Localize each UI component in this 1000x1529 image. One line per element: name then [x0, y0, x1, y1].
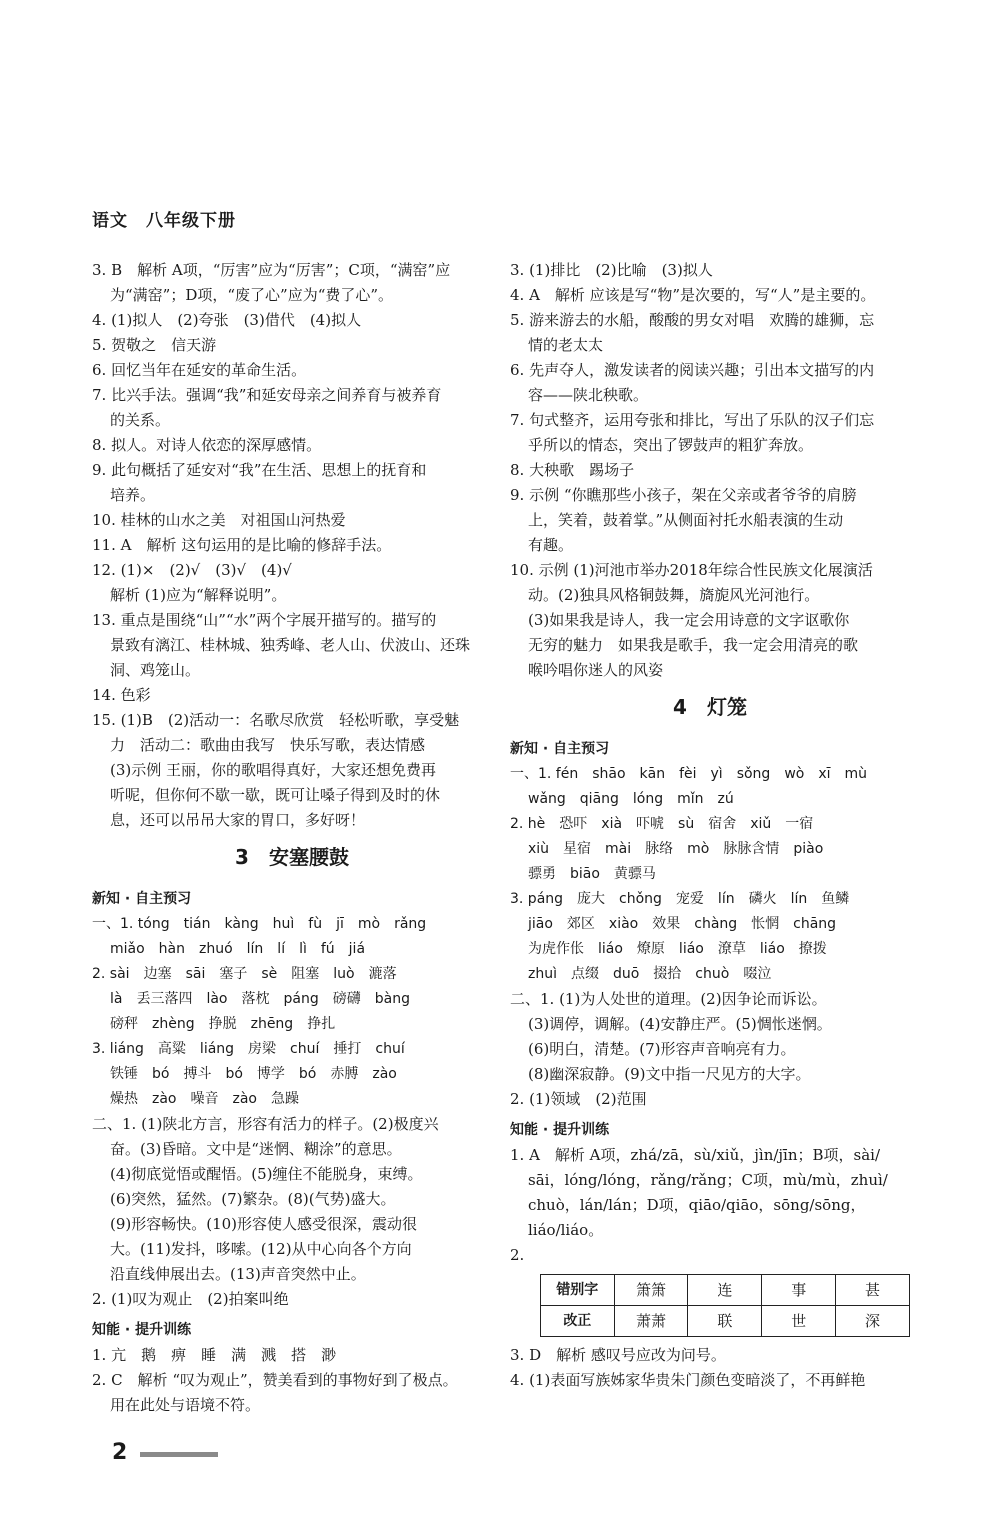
answer-line: (8)幽深寂静。(9)文中指一尺见方的大字。	[528, 1065, 811, 1083]
answer-line: 14. 色彩	[92, 686, 151, 704]
answer-line: 3. D 解析 感叹号应改为问号。	[510, 1346, 726, 1364]
answer-line: 力 活动二：歌曲由我写 快乐写歌，表达情感	[110, 736, 426, 754]
section-heading: 知能 · 提升训练	[92, 1322, 192, 1338]
answer-line: 1. 亢 鹅 痹 睡 满 溅 搭 渺	[92, 1346, 337, 1364]
table-cell: 深	[836, 1306, 910, 1337]
correction-table	[540, 1274, 910, 1337]
lesson-title: 4 灯笼	[673, 695, 747, 719]
page-number: 2	[112, 1440, 128, 1465]
table-cell: 错别字	[541, 1275, 615, 1306]
table-cell: 事	[762, 1275, 836, 1306]
answer-line: 容——陕北秧歌。	[528, 386, 649, 404]
right-column-answers	[510, 258, 910, 1268]
table-cell: 萧萧	[614, 1306, 688, 1337]
answer-line: 10. 桂林的山水之美 对祖国山河热爱	[92, 511, 346, 529]
answer-line: 2. sài 边塞 sāi 塞子 sè 阻塞 luò 漉落	[92, 966, 397, 982]
table-cell: 箫箫	[614, 1275, 688, 1306]
answer-line: 用在此处与语境不符。	[110, 1396, 261, 1414]
table-cell: 改正	[541, 1306, 615, 1337]
answer-line: 大。(11)发抖，哆嗦。(12)从中心向各个方向	[110, 1240, 412, 1258]
answer-line: (3)如果我是诗人，我一定会用诗意的文字讴歌你	[528, 611, 850, 629]
answer-line: 5. 游来游去的水船，酸酸的男女对唱 欢腾的雄狮，忘	[510, 311, 875, 329]
answer-line: 景致有漓江、桂林城、独秀峰、老人山、伏波山、还珠	[110, 636, 471, 654]
answer-line: liáo/liáo。	[528, 1221, 604, 1239]
page-header: 语文 八年级下册	[92, 211, 236, 231]
answer-line: 乎所以的情态，突出了锣鼓声的粗犷奔放。	[528, 436, 814, 454]
section-heading: 知能 · 提升训练	[510, 1122, 610, 1138]
answer-line: 磅秤 zhèng 挣脱 zhēng 挣扎	[110, 1016, 336, 1032]
section-heading: 新知 · 自主预习	[92, 891, 192, 907]
answer-line: 2. (1)叹为观止 (2)拍案叫绝	[92, 1290, 289, 1308]
table-cell: 甚	[836, 1275, 910, 1306]
answer-line: 3. páng 庞大 chǒng 宠爱 lín 磷火 lín 鱼鳞	[510, 891, 850, 907]
page-number-bar	[140, 1452, 218, 1457]
answer-line: jiāo 郊区 xiào 效果 chàng 怅惘 chāng	[528, 916, 837, 932]
answer-line: 4. A 解析 应该是写“物”是次要的，写“人”是主要的。	[510, 286, 876, 304]
answer-line: 奋。(3)昏暗。文中是“迷惘、糊涂”的意思。	[110, 1140, 402, 1158]
answer-line: 9. 示例 “你瞧那些小孩子，架在父亲或者爷爷的肩膀	[510, 486, 857, 504]
answer-line: 6. 先声夺人，激发读者的阅读兴趣；引出本文描写的内	[510, 361, 875, 379]
answer-line: 15. (1)B (2)活动一：名歌尽欣赏 轻松听歌，享受魅	[92, 711, 460, 729]
answer-line: zhuì 点缀 duō 掇拾 chuò 啜泣	[528, 966, 772, 982]
answer-line: (3)示例 王丽，你的歌唱得真好，大家还想免费再	[110, 761, 437, 779]
answer-line: 沿直线伸展出去。(13)声音突然中止。	[110, 1265, 366, 1283]
answer-line: (6)突然，猛然。(7)繁杂。(8)(气势)盛大。	[110, 1190, 396, 1208]
answer-line: (6)明白，清楚。(7)形容声音响亮有力。	[528, 1040, 796, 1058]
answer-line: 13. 重点是围绕“山”“水”两个字展开描写的。描写的	[92, 611, 437, 629]
answer-line: wǎng qiāng lóng mǐn zú	[528, 791, 734, 807]
answer-line: 11. A 解析 这句运用的是比喻的修辞手法。	[92, 536, 392, 554]
answer-line: sāi，lóng/lóng，rǎng/rǎng；C项，mù/mù，zhuì/	[528, 1171, 888, 1189]
answer-line: (3)调停，调解。(4)安静庄严。(5)惆怅迷惘。	[528, 1015, 832, 1033]
right-column	[510, 258, 910, 1393]
lesson-title: 3 安塞腰鼓	[235, 845, 349, 869]
table-row	[541, 1306, 910, 1337]
answer-line: 2. (1)领域 (2)范围	[510, 1090, 647, 1108]
answer-line: 喉吟唱你迷人的风姿	[528, 661, 664, 679]
answer-line: 6. 回忆当年在延安的革命生活。	[92, 361, 307, 379]
left-column	[92, 258, 492, 1418]
answer-line: là 丢三落四 lào 落枕 páng 磅礴 bàng	[110, 991, 410, 1007]
answer-line: 燥热 zào 噪音 zào 急躁	[110, 1091, 299, 1107]
answer-line: 3. liáng 高粱 liáng 房梁 chuí 捶打 chuí	[92, 1041, 405, 1057]
answer-line: chuò，lán/lán；D项，qiāo/qiāo，sōng/sōng，	[528, 1196, 866, 1214]
right-column-answers-continued	[510, 1343, 910, 1393]
answer-line: 二、1. (1)陕北方言，形容有活力的样子。(2)极度兴	[92, 1115, 439, 1133]
answer-line: 听呢，但你何不歇一歇，既可让嗓子得到及时的休	[110, 786, 441, 804]
answer-line: 5. 贺敬之 信天游	[92, 336, 217, 354]
table-cell: 世	[762, 1306, 836, 1337]
answer-line: 洞、鸡笼山。	[110, 661, 201, 679]
answer-line: 一、1. fén shāo kān fèi yì sǒng wò xī mù	[510, 766, 868, 782]
answer-line: 3. (1)排比 (2)比喻 (3)拟人	[510, 261, 713, 279]
answer-line: 12. (1)× (2)√ (3)√ (4)√	[92, 561, 292, 579]
answer-line: 动。(2)独具风格铜鼓舞，旖旎风光河池行。	[528, 586, 820, 604]
answer-line: 2. C 解析 “叹为观止”，赞美看到的事物好到了极点。	[92, 1371, 458, 1389]
answer-line: 2.	[510, 1246, 525, 1264]
answer-line: 骠勇 biāo 黄骠马	[528, 866, 656, 882]
section-heading: 新知 · 自主预习	[510, 741, 610, 757]
answer-line: 培养。	[110, 486, 156, 504]
answer-line: 7. 句式整齐，运用夸张和排比，写出了乐队的汉子们忘	[510, 411, 875, 429]
answer-line: 4. (1)拟人 (2)夸张 (3)借代 (4)拟人	[92, 311, 362, 329]
answer-line: 2. hè 恐吓 xià 吓唬 sù 宿舍 xiǔ 一宿	[510, 816, 814, 832]
answer-line: xiù 星宿 mài 脉络 mò 脉脉含情 piào	[528, 841, 824, 857]
answer-line: 3. B 解析 A项，“厉害”应为“厉害”；C项，“满窑”应	[92, 261, 451, 279]
answer-line: 解析 (1)应为“解释说明”。	[110, 586, 287, 604]
table-cell: 联	[688, 1306, 762, 1337]
answer-line: 9. 此句概括了延安对“我”在生活、思想上的抚育和	[92, 461, 427, 479]
answer-line: 二、1. (1)为人处世的道理。(2)因争论而诉讼。	[510, 990, 827, 1008]
answer-line: 4. (1)表面写族姊家华贵朱门颜色变暗淡了，不再鲜艳	[510, 1371, 866, 1389]
table-cell: 连	[688, 1275, 762, 1306]
answer-line: (4)彻底觉悟或醒悟。(5)缠住不能脱身，束缚。	[110, 1165, 423, 1183]
answer-line: 有趣。	[528, 536, 574, 554]
answer-line: 的关系。	[110, 411, 171, 429]
answer-line: 8. 大秧歌 踢场子	[510, 461, 635, 479]
answer-line: 1. A 解析 A项，zhá/zā，sù/xiǔ，jìn/jīn；B项，sài/	[510, 1146, 881, 1164]
answer-line: 无穷的魅力 如果我是歌手，我一定会用清亮的歌	[528, 636, 859, 654]
answer-line: (9)形容畅快。(10)形容使人感受很深，震动很	[110, 1215, 418, 1233]
answer-line: 息，还可以吊吊大家的胃口，多好呀！	[110, 811, 366, 829]
answer-line: 铁锤 bó 搏斗 bó 博学 bó 赤膊 zào	[110, 1066, 397, 1082]
answer-line: 为虎作伥 liáo 燎原 liáo 潦草 liáo 撩拨	[528, 941, 827, 957]
answer-line: 一、1. tóng tián kàng huì fù jī mò rǎng	[92, 916, 427, 932]
answer-line: 8. 拟人。对诗人依恋的深厚感情。	[92, 436, 322, 454]
answer-line: 上，笑着，鼓着掌。”从侧面衬托水船表演的生动	[528, 511, 844, 529]
answer-line: miǎo hàn zhuó lín lí lì fú jiá	[110, 941, 366, 957]
answer-line: 10. 示例 (1)河池市举办2018年综合性民族文化展演活	[510, 561, 873, 579]
table-row	[541, 1275, 910, 1306]
answer-line: 为“满窑”；D项，“废了心”应为“费了心”。	[110, 286, 394, 304]
answer-line: 情的老太太	[528, 336, 604, 354]
answer-line: 7. 比兴手法。强调“我”和延安母亲之间养育与被养育	[92, 386, 442, 404]
